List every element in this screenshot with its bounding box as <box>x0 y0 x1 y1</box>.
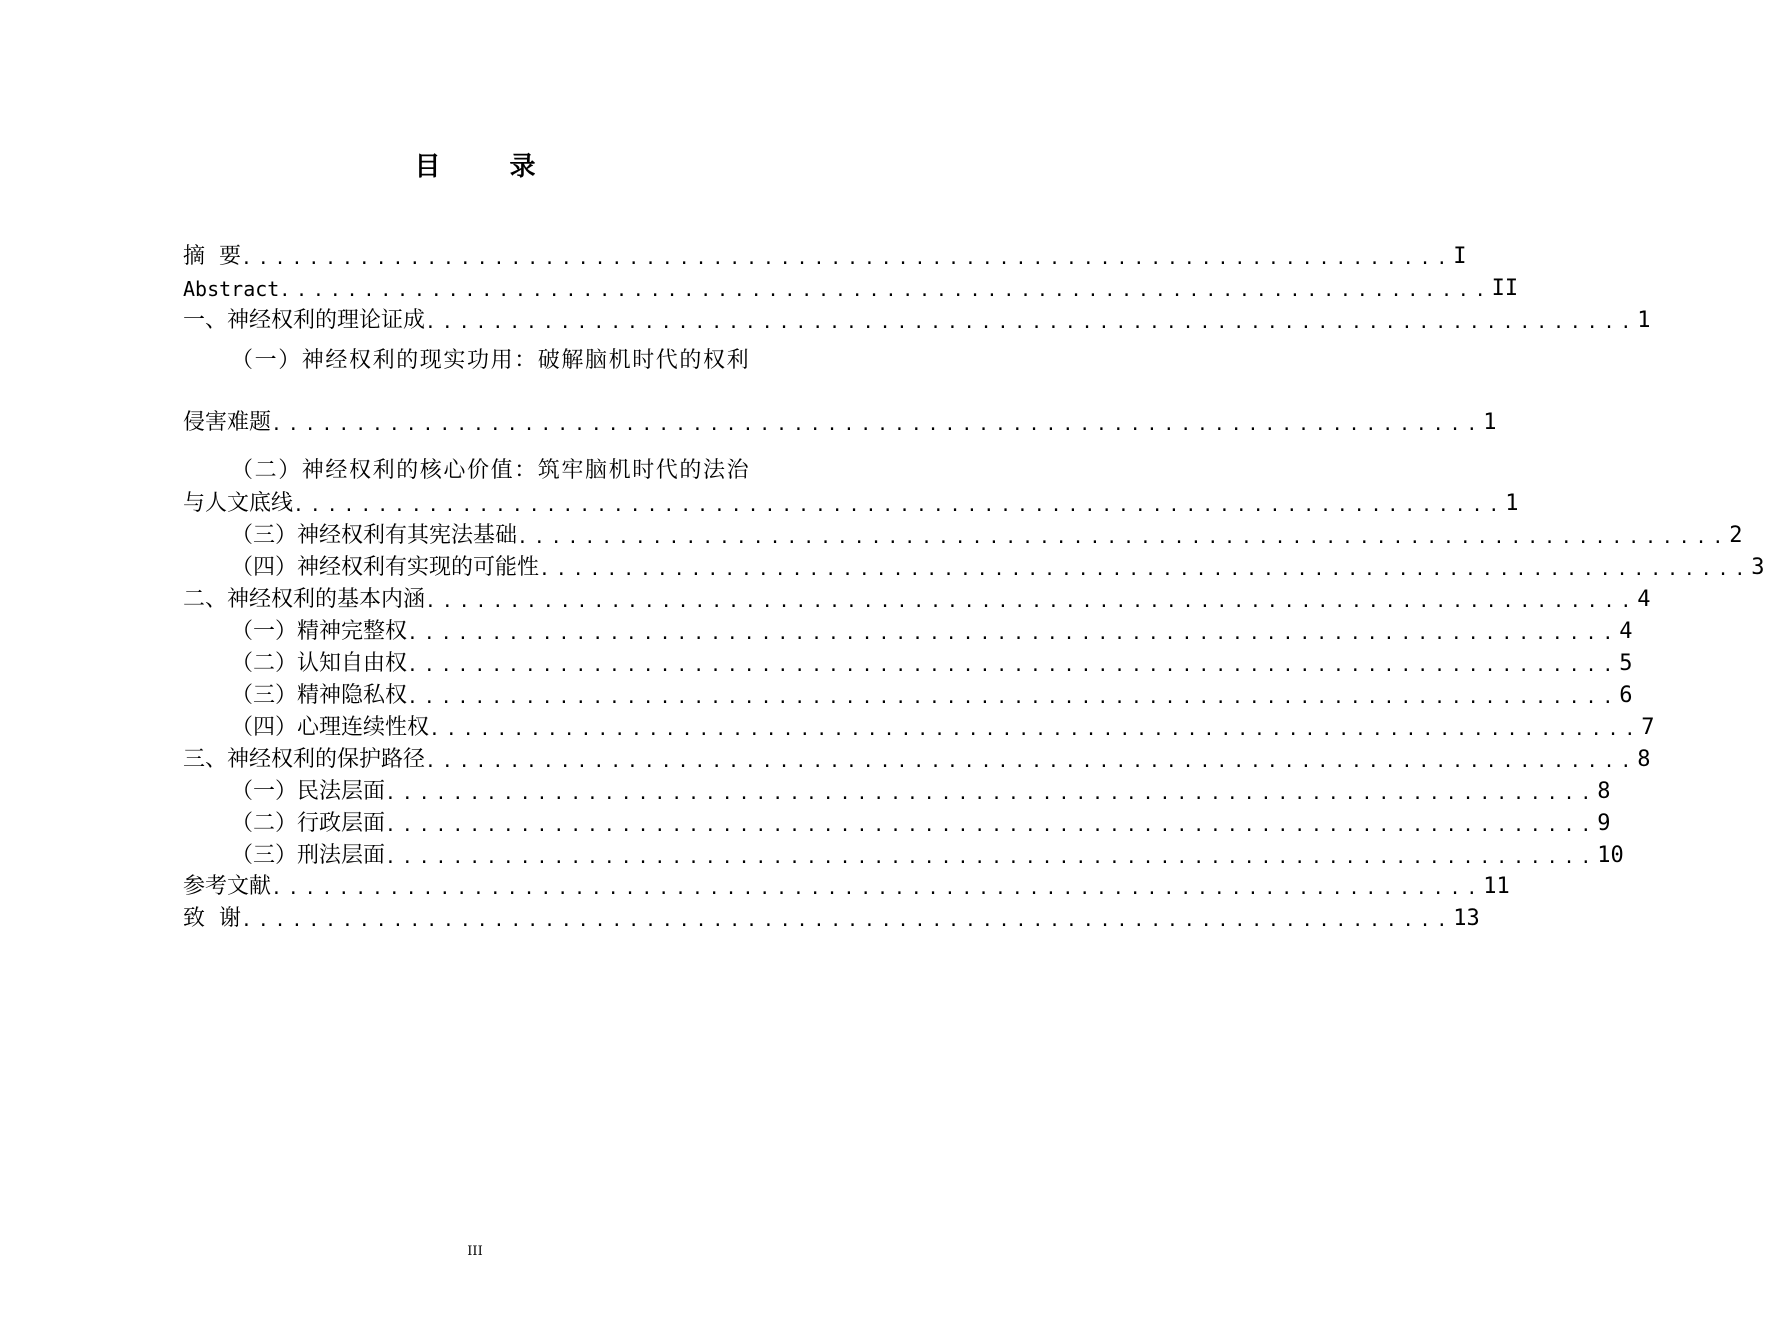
toc-leader-dots: ........................................................................ <box>271 414 1484 435</box>
toc-page-number: 9 <box>1597 811 1611 836</box>
toc-entry-chapter-2-section-4[interactable] <box>231 713 1655 743</box>
toc-entry-acknowledgements[interactable] <box>183 904 1480 934</box>
toc-leader-dots: ........................................................................ <box>517 527 1730 548</box>
toc-leader-dots: ........................................................................ <box>425 591 1638 612</box>
toc-entry-chapter-1-section-2-line2[interactable] <box>183 489 1519 519</box>
toc-leader-dots: ........................................................................ <box>407 655 1620 676</box>
toc-page-number: 3 <box>1751 555 1765 580</box>
toc-page-number: 1 <box>1637 308 1651 333</box>
toc-leader-dots: ........................................................................ <box>425 751 1638 772</box>
footer-page-number: III <box>467 1244 483 1259</box>
toc-leader-dots: ........................................................................ <box>241 248 1454 269</box>
toc-leader-dots: ........................................................................ <box>407 623 1620 644</box>
page-title: 目 录 <box>414 152 566 182</box>
toc-leader-dots: ........................................................................ <box>407 687 1620 708</box>
toc-page-number: 2 <box>1729 523 1743 548</box>
toc-entry-chapter-3-section-1[interactable] <box>231 777 1611 807</box>
toc-entry-chapter-1-section-2-line1[interactable]: （二）神经权利的核心价值：筑牢脑机时代的法治 <box>231 458 751 483</box>
toc-leader-dots: ........................................................................ <box>293 495 1506 516</box>
toc-entry-label: （一）民法层面 <box>231 779 386 804</box>
toc-page-number: 13 <box>1453 906 1480 931</box>
toc-entry-chapter-1[interactable] <box>183 306 1651 336</box>
toc-page-number: 8 <box>1637 747 1651 772</box>
toc-entry-label: 三、神经权利的保护路径 <box>183 747 426 772</box>
toc-page-number: 4 <box>1619 619 1633 644</box>
toc-leader-dots: ........................................................................ <box>271 878 1484 899</box>
toc-page-number: 11 <box>1483 874 1510 899</box>
toc-leader-dots: ........................................................................ <box>425 312 1638 333</box>
toc-entry-chapter-1-section-4[interactable] <box>231 553 1765 583</box>
toc-page-number: 6 <box>1619 683 1633 708</box>
toc-leader-dots: ........................................................................ <box>385 815 1598 836</box>
toc-entry-label: （三）精神隐私权 <box>231 683 408 708</box>
toc-entry-chapter-1-section-1-line1[interactable]: （一）神经权利的现实功用：破解脑机时代的权利 <box>231 348 751 373</box>
toc-entry-label: 侵害难题 <box>183 410 272 435</box>
toc-page-number: 4 <box>1637 587 1651 612</box>
toc-page-number: 1 <box>1483 410 1497 435</box>
toc-entry-chapter-2-section-2[interactable] <box>231 649 1633 679</box>
toc-entry-chapter-3[interactable] <box>183 745 1651 775</box>
toc-entry-label: （三）刑法层面 <box>231 843 386 868</box>
toc-page-number: 10 <box>1597 843 1624 868</box>
toc-leader-dots: ........................................................................ <box>385 783 1598 804</box>
toc-entry-label: 致 谢 <box>183 906 241 931</box>
toc-leader-dots: ........................................................................ <box>539 559 1752 580</box>
toc-page-number: I <box>1453 244 1467 269</box>
toc-entry-label: 与人文底线 <box>183 491 294 516</box>
toc-entry-chapter-1-section-1-line2[interactable] <box>183 408 1497 438</box>
toc-entry-chapter-2-section-3[interactable] <box>231 681 1633 711</box>
toc-entry-chapter-2-section-1[interactable] <box>231 617 1633 647</box>
toc-entry-label: （一）精神完整权 <box>231 619 408 644</box>
toc-leader-dots: ........................................................................ <box>279 280 1492 301</box>
toc-entry-chapter-3-section-2[interactable] <box>231 809 1611 839</box>
toc-entry-chapter-3-section-3[interactable] <box>231 841 1624 871</box>
toc-entry-abstract-cn[interactable] <box>183 242 1467 272</box>
toc-entry-references[interactable] <box>183 872 1510 902</box>
toc-leader-dots: ........................................................................ <box>241 910 1454 931</box>
toc-page-number: 5 <box>1619 651 1633 676</box>
toc-leader-dots: ........................................................................ <box>429 719 1642 740</box>
toc-entry-chapter-2[interactable] <box>183 585 1651 615</box>
toc-entry-label: （三）神经权利有其宪法基础 <box>231 523 518 548</box>
toc-leader-dots: ........................................................................ <box>385 847 1598 868</box>
toc-entry-label: 摘 要 <box>183 244 241 269</box>
toc-entry-label: 一、神经权利的理论证成 <box>183 308 426 333</box>
toc-page-number: 8 <box>1597 779 1611 804</box>
toc-entry-label: （二）认知自由权 <box>231 651 408 676</box>
toc-entry-chapter-1-section-3[interactable] <box>231 521 1743 551</box>
toc-page-number: 7 <box>1641 715 1655 740</box>
toc-entry-label: 二、神经权利的基本内涵 <box>183 587 426 612</box>
toc-page-number: II <box>1491 276 1519 301</box>
toc-entry-label: 参考文献 <box>183 874 272 899</box>
toc-page-number: 1 <box>1505 491 1519 516</box>
toc-entry-abstract-en[interactable] <box>183 274 1519 304</box>
toc-entry-label: （四）心理连续性权 <box>231 715 430 740</box>
toc-entry-label: （四）神经权利有实现的可能性 <box>231 555 540 580</box>
toc-entry-label: Abstract <box>183 277 280 301</box>
toc-entry-label: （二）行政层面 <box>231 811 386 836</box>
